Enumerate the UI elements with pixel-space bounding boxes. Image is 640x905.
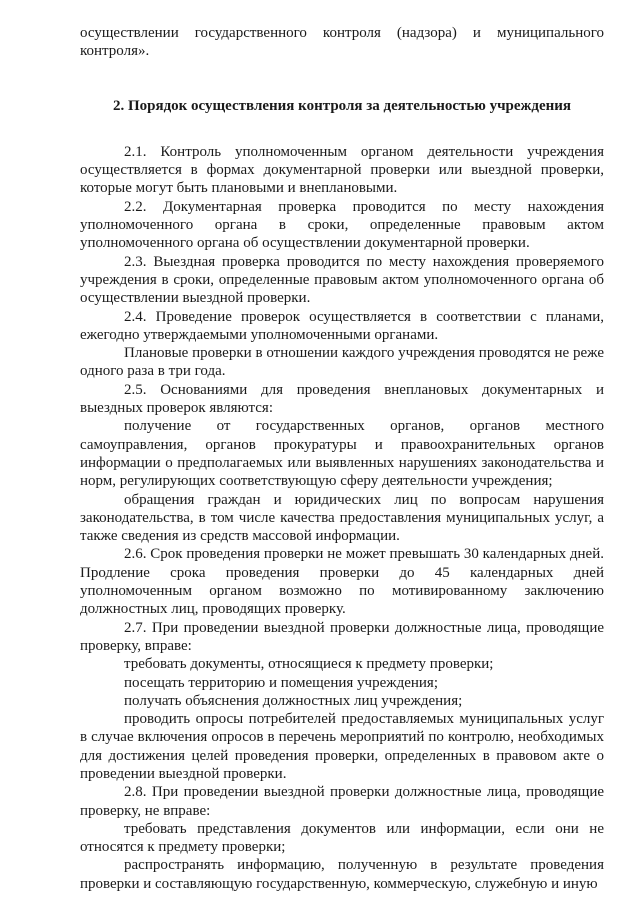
document-body	[80, 24, 604, 893]
paragraph-2-1: 2.1. Контроль уполномоченным органом деятельности учреждения осуществляется в формах документарной проверки или выездной проверки, которые могут быть плановыми и внеплановыми.	[80, 143, 604, 197]
list-item-right-4: проводить опросы потребителей предоставляемых муниципальных услуг в случае включения опросов в перечень мероприятий по контролю, необходимых для достижения целей проведения проверки, определенных в правовом акте о проведении выездной проверки.	[80, 711, 604, 782]
paragraph-2-6: 2.6. Срок проведения проверки не может превышать 30 календарных дней. Продление срока проведения проверки до 45 календарных дней уполномоченным органом возможно по мотивированному заключению должностных лиц, проводящих проверку.	[80, 546, 604, 618]
paragraph-planned-checks: Плановые проверки в отношении каждого учреждения проводятся не реже одного раза в три года.	[80, 345, 604, 380]
list-item-right-1: требовать документы, относящиеся к предмету проверки;	[124, 656, 494, 673]
paragraph-2-7: 2.7. При проведении выездной проверки должностные лица, проводящие проверку, вправе:	[80, 619, 604, 654]
paragraph-2-8: 2.8. При проведении выездной проверки должностные лица, проводящие проверку, не вправе:	[80, 784, 604, 819]
paragraph-2-5: 2.5. Основаниями для проведения внеплановых документарных и выездных проверок являются:	[80, 381, 604, 417]
paragraph-2-2: 2.2. Документарная проверка проводится по месту нахождения уполномоченного органа в сроки, определенные правовым актом уполномоченного органа об осуществлении документарной проверки.	[80, 198, 604, 252]
list-item-right-2: посещать территорию и помещения учреждения;	[124, 674, 439, 691]
list-item-basis-2: обращения граждан и юридических лиц по вопросам нарушения законодательства, в том числе качества предоставления муниципальных услуг, а также сведения из средств массовой информации.	[80, 491, 604, 545]
section-title: 2. Порядок осуществления контроля за деятельностью учреждения	[112, 97, 572, 114]
list-item-basis-1: получение от государственных органов, органов местного самоуправления, органов прокуратуры и правоохранительных органов информации о предполагаемых или выявленных нарушениях законодательства и норм, регулирующих соответствующую сферу деятельности учреждения;	[80, 418, 604, 490]
paragraph-2-3: 2.3. Выездная проверка проводится по месту нахождения проверяемого учреждения в сроки, определенные правовым актом уполномоченного органа об осуществлении выездной проверки.	[80, 253, 604, 307]
list-item-prohibition-1: требовать представления документов или информации, если они не относятся к предмету проверки;	[80, 820, 604, 856]
paragraph-2-4: 2.4. Проведение проверок осуществляется в соответствии с планами, ежегодно утверждаемыми уполномоченными органами.	[80, 308, 604, 343]
intro-paragraph-tail: осуществлении государственного контроля (надзора) и муниципального контроля».	[80, 25, 604, 60]
list-item-prohibition-2: распространять информацию, полученную в результате проведения проверки и составляющую государственную, коммерческую, служебную и иную	[80, 857, 604, 892]
list-item-right-3: получать объяснения должностных лиц учреждения;	[124, 692, 463, 709]
